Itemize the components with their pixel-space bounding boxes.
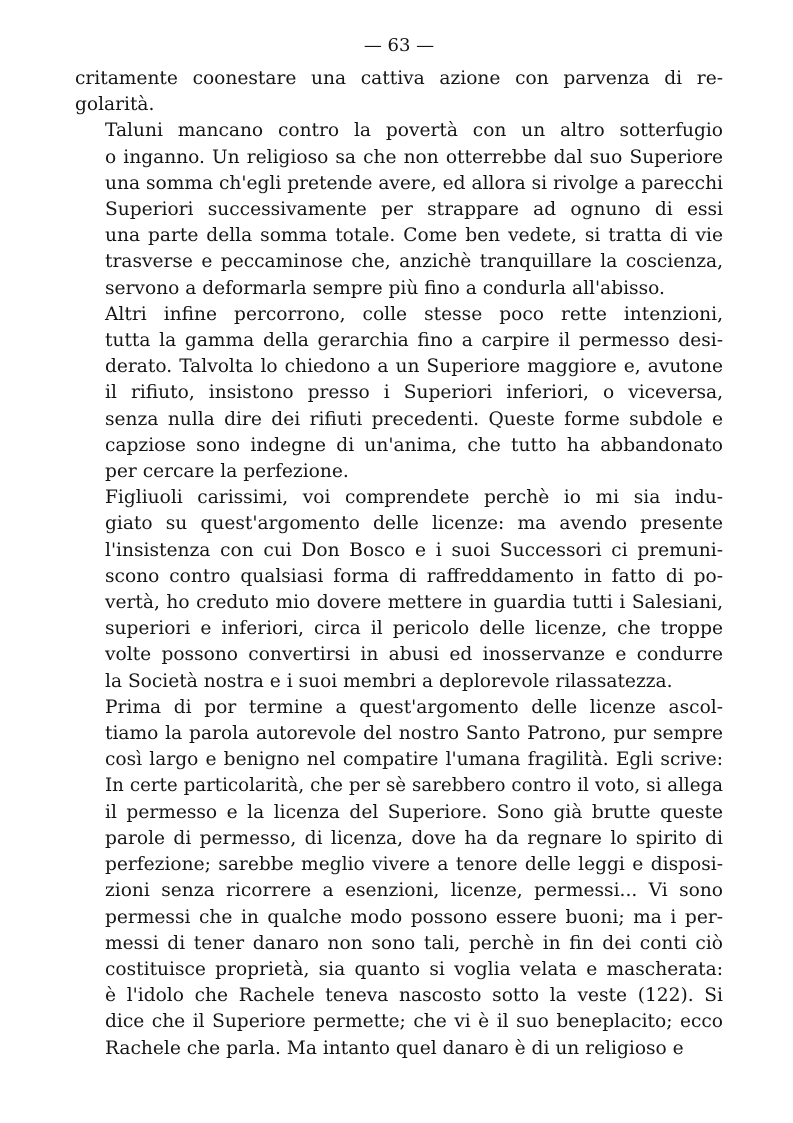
text-line: volte possono convertirsi in abusi ed inosservanze e condurre — [105, 644, 723, 666]
text-line: perfezione; sarebbe meglio vivere a tenore delle leggi e disposi- — [105, 854, 723, 876]
text-line: il permesso e la licenza del Superiore. Sono già brutte queste — [105, 801, 723, 823]
text-line: l'insistenza con cui Don Bosco e i suoi Successori ci premuni- — [105, 539, 723, 561]
text-line: Rachele che parla. Ma intanto quel danaro è di un religioso e — [105, 1037, 684, 1059]
text-line: messi di tener danaro non sono tali, perchè in fin dei conti ciò — [105, 932, 723, 954]
text-line: derato. Talvolta lo chiedono a un Superiore maggiore e, avutone — [105, 356, 723, 378]
page-number: — 63 — — [363, 35, 435, 56]
paragraph — [75, 66, 723, 118]
paragraph — [75, 302, 723, 485]
text-line: capziose sono indegne di un'anima, che tutto ha abbandonato — [105, 434, 723, 456]
paragraph — [75, 485, 723, 695]
text-line: scono contro qualsiasi forma di raffreddamento in fatto di po- — [105, 565, 723, 587]
text-line: critamente coonestare una cattiva azione con parvenza di re- — [75, 68, 723, 89]
text-line: la Società nostra e i suoi membri a deplorevole rilassatezza. — [105, 670, 673, 692]
text-line: senza nulla dire dei rifiuti precedenti. Queste forme subdole e — [105, 408, 723, 430]
text-line: Figliuoli carissimi, voi comprendete perchè io mi sia indu- — [105, 487, 723, 509]
text-line: parole di permesso, di licenza, dove ha da regnare lo spirito di — [105, 827, 723, 849]
text-line: una parte della somma totale. Come ben vedete, si tratta di vie — [105, 225, 723, 247]
paragraph — [75, 118, 723, 301]
text-line: giato su quest'argomento delle licenze: ma avendo presente — [105, 513, 723, 535]
text-line: trasverse e peccaminose che, anzichè tranquillare la coscienza, — [105, 251, 723, 273]
text-line: così largo e benigno nel compatire l'umana fragilità. Egli scrive: — [105, 749, 723, 771]
text-line: permessi che in qualche modo possono essere buoni; ma i per- — [105, 906, 723, 928]
text-line: il rifiuto, insistono presso i Superiori inferiori, o viceversa, — [105, 382, 723, 404]
text-line: vertà, ho creduto mio dovere metterе in guardia tutti i Salesiani, — [105, 592, 723, 614]
text-line: superiori e inferiori, circa il pericolo delle licenze, che troppe — [105, 618, 723, 640]
text-line: Prima di por termine a quest'argomento delle licenze ascol- — [105, 696, 723, 718]
text-line: Taluni mancano contro la povertà con un altro sotterfugio — [105, 120, 723, 142]
body-text — [75, 66, 723, 1062]
text-line: dice che il Superiore permette; che vi è il suo beneplacito; ecco — [105, 1011, 723, 1033]
text-line: costituisce proprietà, sia quanto si voglia velata e mascherata: — [105, 958, 723, 980]
text-line: In certe particolarità, che per sè sarebbero contro il voto, si allega — [105, 775, 723, 797]
text-line: tutta la gamma della gerarchia fino a carpire il permesso desi- — [105, 330, 723, 352]
text-line: o inganno. Un religioso sa che non otterrebbe dal suo Superiore — [105, 146, 723, 168]
text-line: una somma ch'egli pretende avere, ed allora si rivolge a parecchi — [105, 172, 723, 194]
paragraph — [75, 695, 723, 1062]
text-line: per cercare la perfezione. — [105, 461, 349, 483]
text-line: Superiori successivamente per strappare ad ognuno di essi — [105, 199, 723, 221]
text-line: tiamo la parola autorevole del nostro Santo Patrono, pur sempre — [105, 723, 723, 745]
text-line: golarità. — [75, 94, 155, 116]
text-line: Altri infine percorrono, colle stesse poco rette intenzioni, — [105, 303, 723, 325]
text-line: è l'idolo che Rachele teneva nascosto sotto la veste (122). Si — [105, 985, 723, 1007]
text-line: servono a deformarla sempre più fino a condurla all'abisso. — [105, 277, 665, 299]
text-line: zioni senza ricorrere a esenzioni, licenze, permessi... Vi sono — [105, 880, 723, 902]
